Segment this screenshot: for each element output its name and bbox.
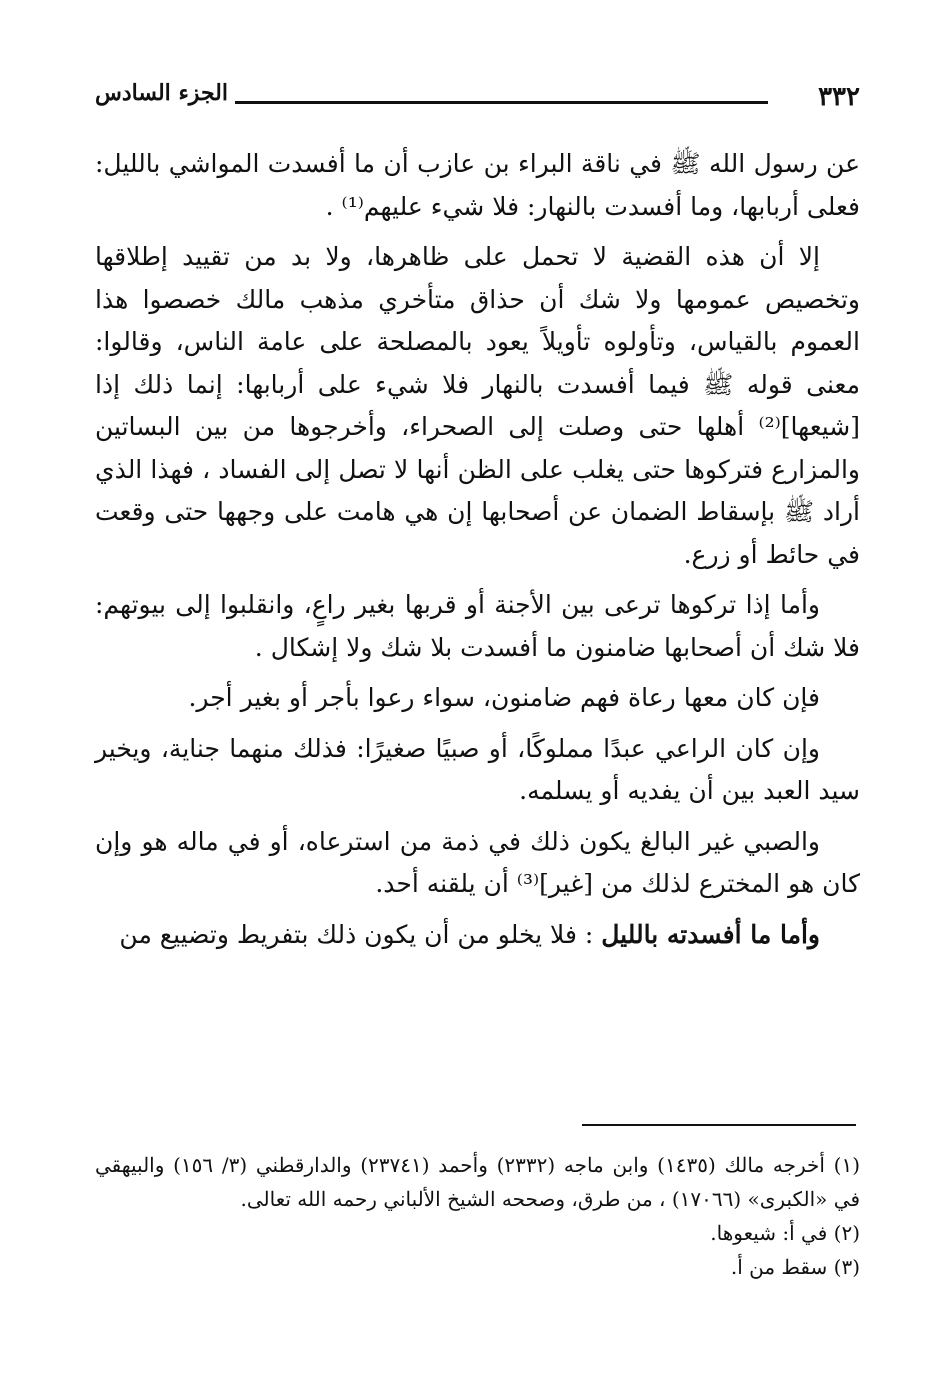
volume-title: الجزء السادس: [95, 80, 228, 106]
main-text: [95, 143, 860, 964]
footnote-separator: [582, 1124, 856, 1126]
footnote-2: (٢) في أ: شيعوها.: [710, 1221, 860, 1245]
paragraph-text: إلا أن هذه القضية لا تحمل على ظاهرها، ولا بد من تقييد إطلاقها وتخصيص عمومها ولا شك أن حذاق متأخري مذهب مالك خصصوا هذا العموم بالقياس، وتأولوه تأويلاً يعود بالمصلحة على عامة الناس، وقالوا: معنى قوله ﷺ فيما أفسدت بالنهار فلا شيء على أربابها: إنما ذلك إذا [شيعها]⁽²⁾ أهلها حتى وصلت إلى الصحراء، وأخرجوها من بين البساتين والمزارع فتركوها حتى يغلب على الظن أنها لا تصل إلى الفساد ، فهذا الذي أراد ﷺ بإسقاط الضمان عن أصحابها إن هي هامت على وجهها حتى وقعت في حائط أو زرع.: [95, 242, 860, 569]
paragraph-text: فإن كان معها رعاة فهم ضامنون، سواء رعوا بأجر أو بغير أجر.: [188, 683, 820, 712]
paragraph-lead: وأما ما أفسدته بالليل: [601, 919, 820, 949]
header-rule: [235, 101, 768, 104]
page-number: ٣٣٢: [818, 82, 860, 112]
paragraph-7: [95, 914, 860, 957]
page-header: [95, 78, 860, 118]
footnote-3: (٣) سقط من أ.: [730, 1255, 860, 1279]
paragraph-2: [95, 236, 860, 576]
paragraph-text: والصبي غير البالغ يكون ذلك في ذمة من استرعاه، أو في ماله هو وإن كان هو المخترع لذلك من [غير]⁽³⁾ أن يلقنه أحد.: [95, 826, 860, 898]
paragraph-text: وأما إذا تركوها ترعى بين الأجنة أو قربها بغير راعٍ، وانقلبوا إلى بيوتهم: فلا شك أن أصحابها ضامنون ما أفسدت بلا شك ولا إشكال .: [95, 590, 860, 662]
footnotes: [95, 1148, 860, 1284]
paragraph-6: [95, 821, 860, 906]
footnote-1: (١) أخرجه مالك (١٤٣٥) وابن ماجه (٢٣٣٢) وأحمد (٢٣٧٤١) والدارقطني (٣/ ١٥٦) والبيهقي في «الكبرى» (١٧٠٦٦) ، من طرق، وصححه الشيخ الألباني رحمه الله تعالى.: [95, 1153, 860, 1211]
paragraph-text: : فلا يخلو من أن يكون ذلك بتفريط وتضييع من: [119, 919, 602, 949]
paragraph-1: [95, 143, 860, 228]
paragraph-text: وإن كان الراعي عبدًا مملوكًا، أو صبيًا صغيرًا: فذلك منهما جناية، ويخير سيد العبد بين أن يفديه أو يسلمه.: [95, 733, 860, 805]
paragraph-4: [95, 677, 860, 720]
paragraph-3: [95, 584, 860, 669]
paragraph-5: [95, 728, 860, 813]
paragraph-text: عن رسول الله ﷺ في ناقة البراء بن عازب أن ما أفسدت المواشي بالليل: فعلى أربابها، وما أفسدت بالنهار: فلا شيء عليهم⁽¹⁾ .: [95, 149, 860, 221]
